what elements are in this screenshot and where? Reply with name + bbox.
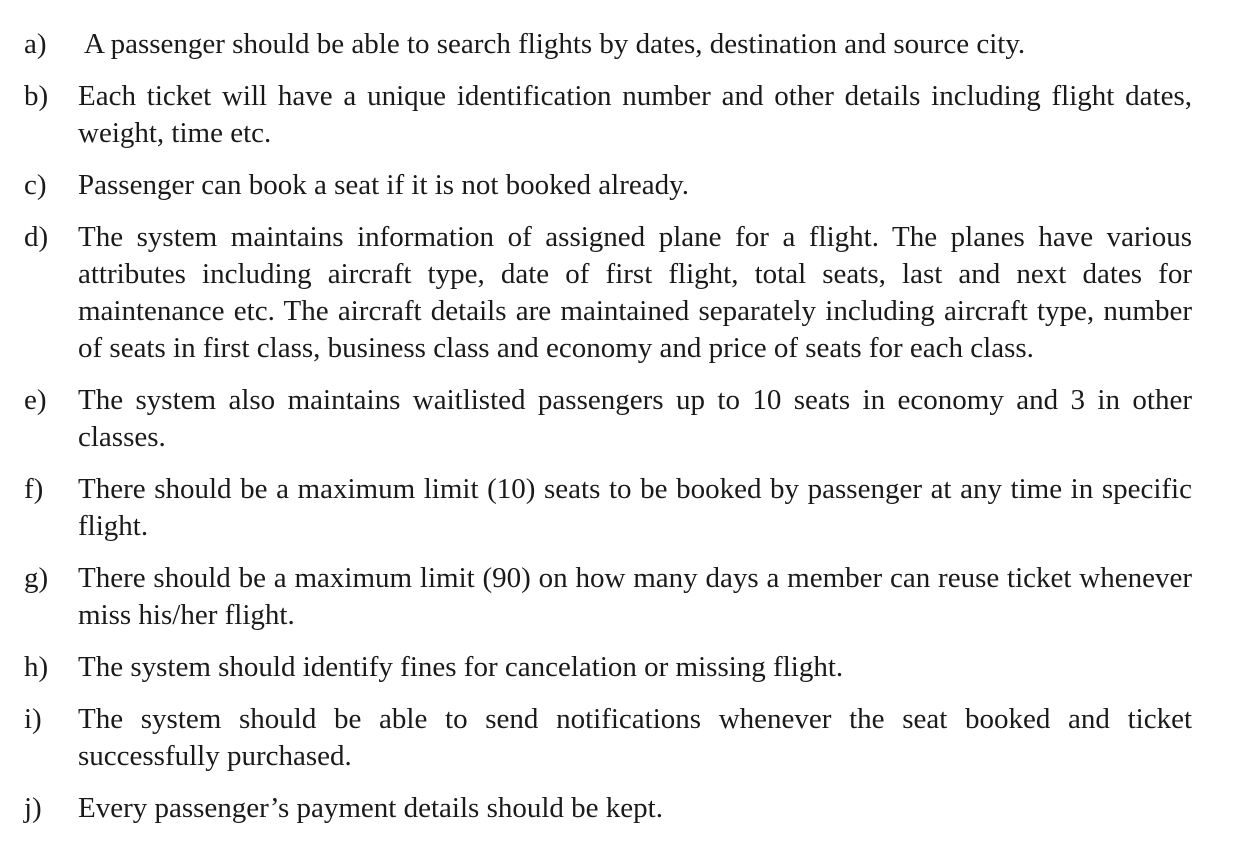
list-marker: i) [24,703,42,735]
list-item [24,649,1192,686]
list-item [24,78,1192,152]
list-marker: c) [24,169,47,201]
list-item-text: The system should identify fines for cancelation or missing flight. [78,651,844,683]
list-marker: e) [24,384,47,416]
list-item [24,560,1192,634]
list-item-text: The system maintains information of assigned plane for a flight. The planes have various attributes including aircraft type, date of first flight, total seats, last and next dates for maintenance etc. The aircraft details are maintained separately including aircraft type, number of seats in first class, business class and economy and price of seats for each class. [78,221,1192,364]
list-item-text: There should be a maximum limit (90) on how many days a member can reuse ticket whenever miss his/her flight. [78,562,1192,631]
list-item [24,382,1192,456]
list-marker: f) [24,473,44,505]
list-item [24,167,1192,204]
list-marker: g) [24,562,49,594]
list-marker: j) [24,792,42,824]
list-item [24,219,1192,367]
list-item-text: Each ticket will have a unique identification number and other details including flight dates, weight, time etc. [78,80,1192,149]
list-item-text: The system should be able to send notifications whenever the seat booked and ticket successfully purchased. [78,703,1192,772]
list-item-text: There should be a maximum limit (10) seats to be booked by passenger at any time in specific flight. [78,473,1192,542]
list-item [24,26,1192,63]
list-marker: h) [24,651,49,683]
list-marker: b) [24,80,49,112]
list-item-text: Passenger can book a seat if it is not booked already. [78,169,689,201]
list-marker: a) [24,28,47,60]
list-item [24,471,1192,545]
list-item-text: Every passenger’s payment details should be kept. [78,792,663,824]
list-item-text: A passenger should be able to search flights by dates, destination and source city. [84,28,1026,60]
list-item-text: The system also maintains waitlisted passengers up to 10 seats in economy and 3 in other classes. [78,384,1192,453]
list-item [24,701,1192,775]
list-item [24,790,1192,827]
list-marker: d) [24,221,49,253]
